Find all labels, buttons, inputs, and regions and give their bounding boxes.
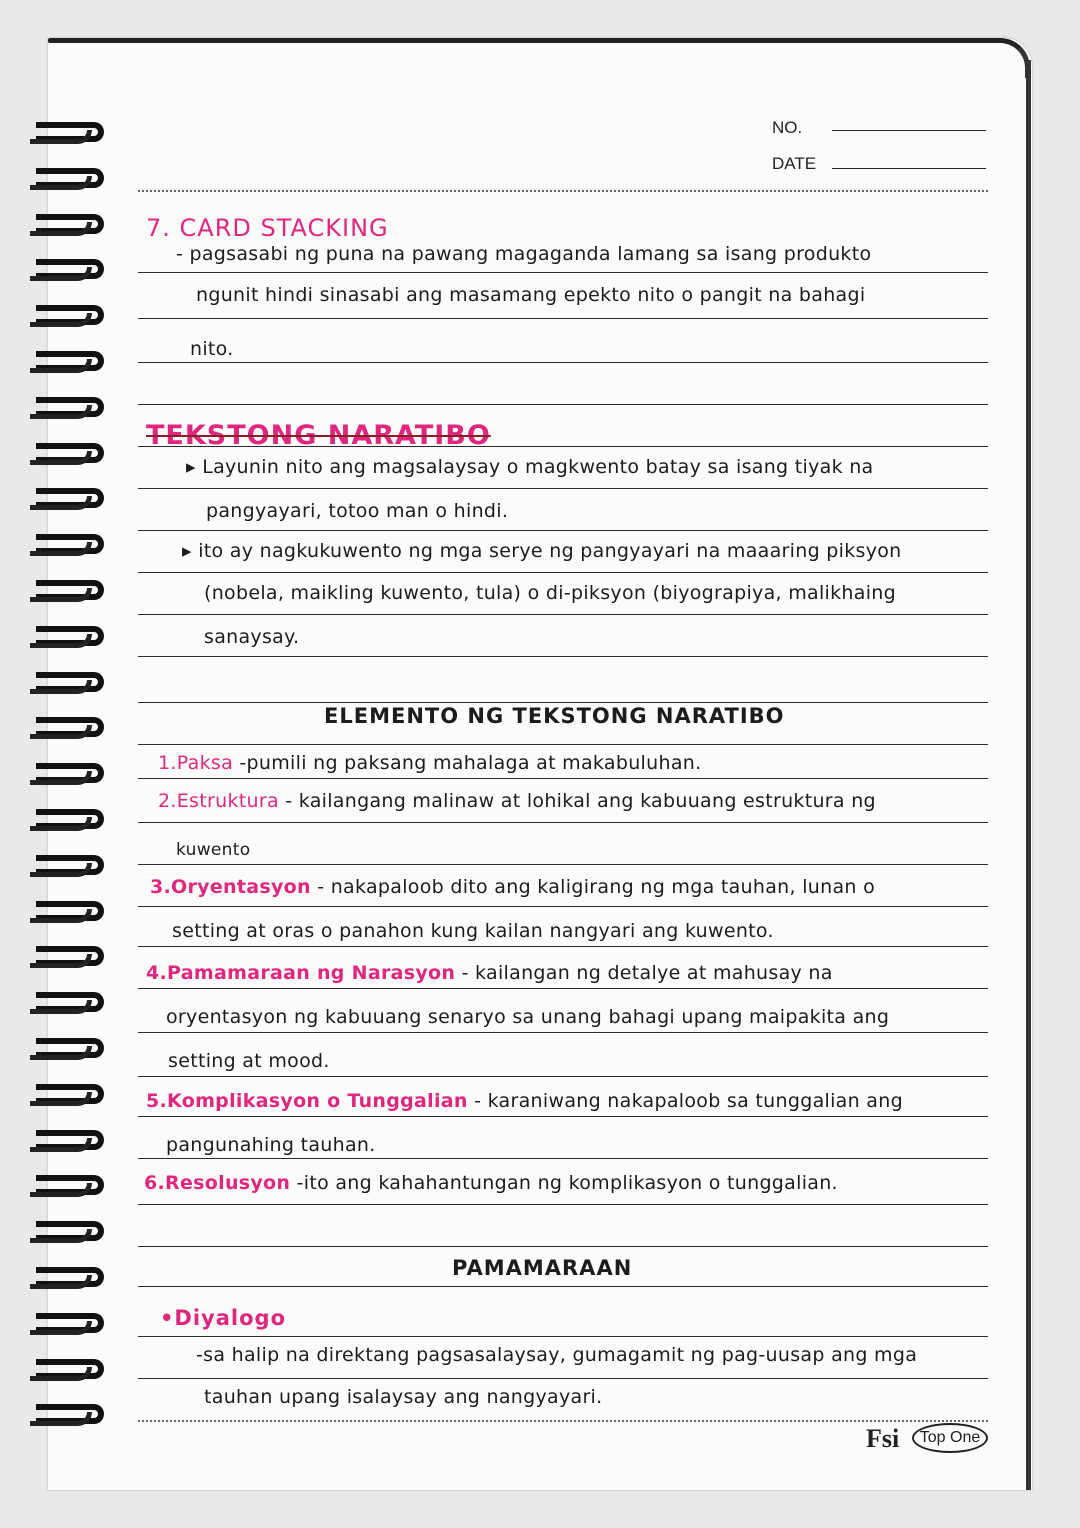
ruled-line (138, 778, 988, 779)
spiral-ring (30, 1130, 110, 1156)
ruled-line (138, 946, 988, 947)
spiral-ring (30, 1404, 110, 1430)
ruled-line (138, 404, 988, 405)
page-corner (990, 38, 1030, 78)
elemento-item-4: 4.Pamamaraan ng Narasyon - kailangan ng detalye at mahusay na (146, 962, 833, 984)
spiral-ring (30, 1175, 110, 1201)
elemento-item-6: 6.Resolusyon -ito ang kahahantungan ng komplikasyon o tunggalian. (144, 1172, 838, 1194)
spiral-ring (30, 443, 110, 469)
ruled-line (138, 488, 988, 489)
bullet-1-line-1: ▸ Layunin nito ang magsalaysay o magkwento batay sa isang tiyak na (186, 456, 874, 478)
spiral-ring (30, 1359, 110, 1385)
ruled-line (138, 1246, 988, 1247)
spiral-ring (30, 855, 110, 881)
spiral-ring (30, 1038, 110, 1064)
elemento-item-4-cont2: setting at mood. (168, 1050, 330, 1072)
bullet-2-line-3: sanaysay. (204, 626, 300, 648)
no-field-line (832, 130, 986, 131)
ruled-line (138, 864, 988, 865)
diyalogo-line-2: tauhan upang isalaysay ang nangyayari. (204, 1386, 603, 1408)
ruled-line (138, 362, 988, 363)
ruled-line (138, 318, 988, 319)
elemento-item-3: 3.Oryentasyon - nakapaloob dito ang kaligirang ng mga tauhan, lunan o (150, 876, 876, 898)
page-top-edge (48, 38, 998, 43)
ruled-line (138, 1076, 988, 1077)
spiral-ring (30, 946, 110, 972)
ruled-line (138, 190, 988, 192)
tekstong-naratibo-title: TEKSTONG NARATIBO (146, 420, 491, 451)
ruled-line (138, 656, 988, 657)
ruled-line (138, 1158, 988, 1159)
fsi-logo: Fsi (866, 1424, 900, 1453)
diyalogo-line-1: -sa halip na direktang pagsasalaysay, gumagamit ng pag-uusap ang mga (196, 1344, 918, 1366)
spiral-ring (30, 168, 110, 194)
top-one-badge: Top One (912, 1423, 988, 1453)
ruled-line (138, 1420, 988, 1422)
spiral-ring (30, 901, 110, 927)
elemento-item-4-cont: oryentasyon ng kabuuang senaryo sa unang bahagi upang maipakita ang (166, 1006, 890, 1028)
elemento-item-3-cont: setting at oras o panahon kung kailan nangyari ang kuwento. (172, 920, 774, 942)
spiral-ring (30, 580, 110, 606)
ruled-line (138, 272, 988, 273)
card-stacking-line-2: ngunit hindi sinasabi ang masamang epekto nito o pangit na bahagi (196, 284, 866, 306)
ruled-line (138, 906, 988, 907)
spiral-ring (30, 488, 110, 514)
ruled-line (138, 1032, 988, 1033)
ruled-line (138, 702, 988, 703)
spiral-ring (30, 534, 110, 560)
ruled-line (138, 822, 988, 823)
spiral-ring (30, 717, 110, 743)
ruled-line (138, 572, 988, 573)
spiral-ring (30, 672, 110, 698)
ruled-line (138, 614, 988, 615)
pamamaraan-title: PAMAMARAAN (452, 1256, 633, 1280)
spiral-ring (30, 122, 110, 148)
elemento-item-2-cont: kuwento (176, 840, 251, 860)
spiral-ring (30, 397, 110, 423)
ruled-line (138, 744, 988, 745)
ruled-line (138, 530, 988, 531)
bullet-1-line-2: pangyayari, totoo man o hindi. (206, 500, 509, 522)
spiral-ring (30, 305, 110, 331)
elemento-title: ELEMENTO NG TEKSTONG NARATIBO (324, 704, 785, 728)
spiral-ring (30, 214, 110, 240)
spiral-ring (30, 763, 110, 789)
spiral-ring (30, 809, 110, 835)
ruled-line (138, 1116, 988, 1117)
elemento-item-2: 2.Estruktura - kailangang malinaw at lohikal ang kabuuang estruktura ng (158, 790, 876, 812)
spiral-ring (30, 351, 110, 377)
elemento-item-5: 5.Komplikasyon o Tunggalian - karaniwang nakapaloob sa tunggalian ang (146, 1090, 903, 1112)
no-label: NO. (772, 118, 803, 137)
spiral-ring (30, 1084, 110, 1110)
card-stacking-line-3: nito. (190, 338, 234, 360)
ruled-line (138, 1378, 988, 1379)
page-right-edge (1026, 60, 1031, 1490)
elemento-item-5-cont: pangunahing tauhan. (166, 1134, 376, 1156)
bullet-2-line-1: ▸ ito ay nagkukuwento ng mga serye ng pangyayari na maaaring piksyon (182, 540, 902, 562)
spiral-ring (30, 1221, 110, 1247)
spiral-ring (30, 259, 110, 285)
elemento-item-1: 1.Paksa -pumili ng paksang mahalaga at makabuluhan. (158, 752, 702, 774)
ruled-line (138, 1286, 988, 1287)
date-field-line (832, 168, 986, 169)
bullet-2-line-2: (nobela, maikling kuwento, tula) o di-piksyon (biyograpiya, malikhaing (204, 582, 896, 604)
ruled-line (138, 988, 988, 989)
ruled-line (138, 1336, 988, 1337)
spiral-ring (30, 626, 110, 652)
card-stacking-line-1: - pagsasabi ng puna na pawang magaganda lamang sa isang produkto (176, 243, 872, 265)
date-label: DATE (772, 154, 817, 173)
card-stacking-title: 7. CARD STACKING (146, 214, 389, 242)
spiral-ring (30, 1267, 110, 1293)
diyalogo-term: •Diyalogo (160, 1306, 286, 1330)
spiral-ring (30, 1313, 110, 1339)
ruled-line (138, 1204, 988, 1205)
spiral-ring (30, 992, 110, 1018)
